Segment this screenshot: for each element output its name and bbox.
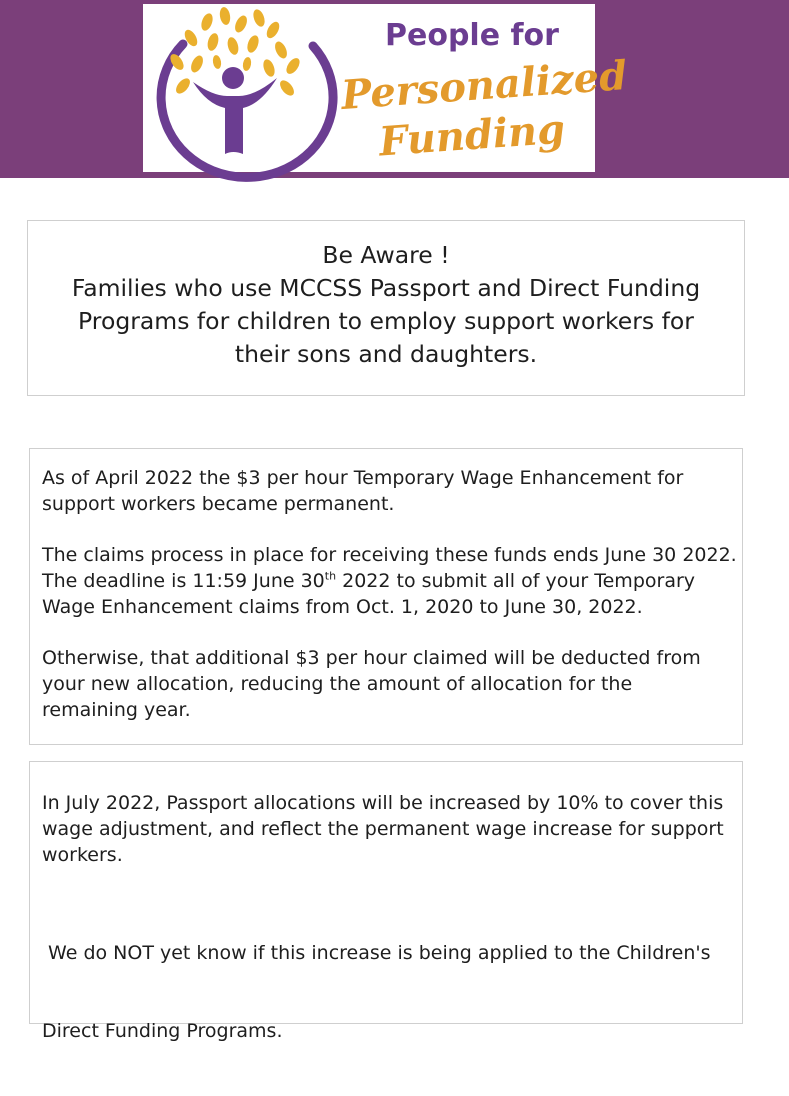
deadline-text-cont: 2022 to submit all of your Temporary (336, 570, 696, 592)
be-aware-heading: Be Aware ! (322, 241, 450, 269)
text-line (42, 568, 738, 594)
header-banner (0, 0, 789, 178)
direct-funding-unknown-paragraph (42, 888, 738, 1096)
text-line: In July 2022, Passport allocations will be increased by 10% to cover this (42, 792, 724, 814)
text-line: Otherwise, that additional $3 per hour claimed will be deducted from (42, 647, 701, 669)
claims-deadline-paragraph (42, 542, 738, 620)
be-aware-line: their sons and daughters. (234, 340, 538, 368)
wage-enhancement-claims-box (29, 448, 743, 745)
be-aware-box (27, 220, 745, 396)
text-line: your new allocation, reducing the amount of allocation for the (42, 673, 633, 695)
people-for-personalized-funding-logo (143, 4, 629, 172)
be-aware-line: Families who use MCCSS Passport and Direct Funding (71, 274, 701, 302)
text-line: The claims process in place for receiving these funds ends June 30 2022. (42, 544, 737, 566)
logo-text-personalized: Personalized (339, 52, 629, 119)
be-aware-text (28, 239, 744, 371)
logo-text-people-for: People for (385, 18, 559, 53)
allocation-increase-paragraph (42, 790, 738, 868)
text-line: support workers became permanent. (42, 493, 395, 515)
text-line: wage adjustment, and reflect the permanent wage increase for support (42, 818, 724, 840)
ordinal-suffix: th (324, 569, 337, 583)
tree-person-logo-icon (143, 4, 333, 172)
text-line: remaining year. (42, 699, 191, 721)
text-line: We do NOT yet know if this increase is being applied to the Children's (42, 942, 711, 964)
permanent-wage-paragraph (42, 465, 738, 517)
text-line: Direct Funding Programs. (42, 1020, 283, 1042)
be-aware-line: Programs for children to employ support workers for (78, 307, 694, 335)
deduction-warning-paragraph (42, 645, 738, 723)
text-line: workers. (42, 844, 123, 866)
july-allocation-box (29, 761, 743, 1042)
deadline-text: The deadline is 11:59 June 30 (42, 570, 325, 592)
text-line: As of April 2022 the $3 per hour Temporary Wage Enhancement for (42, 467, 684, 489)
logo-text-funding: Funding (377, 105, 567, 166)
text-line: Wage Enhancement claims from Oct. 1, 2020 to June 30, 2022. (42, 596, 643, 618)
